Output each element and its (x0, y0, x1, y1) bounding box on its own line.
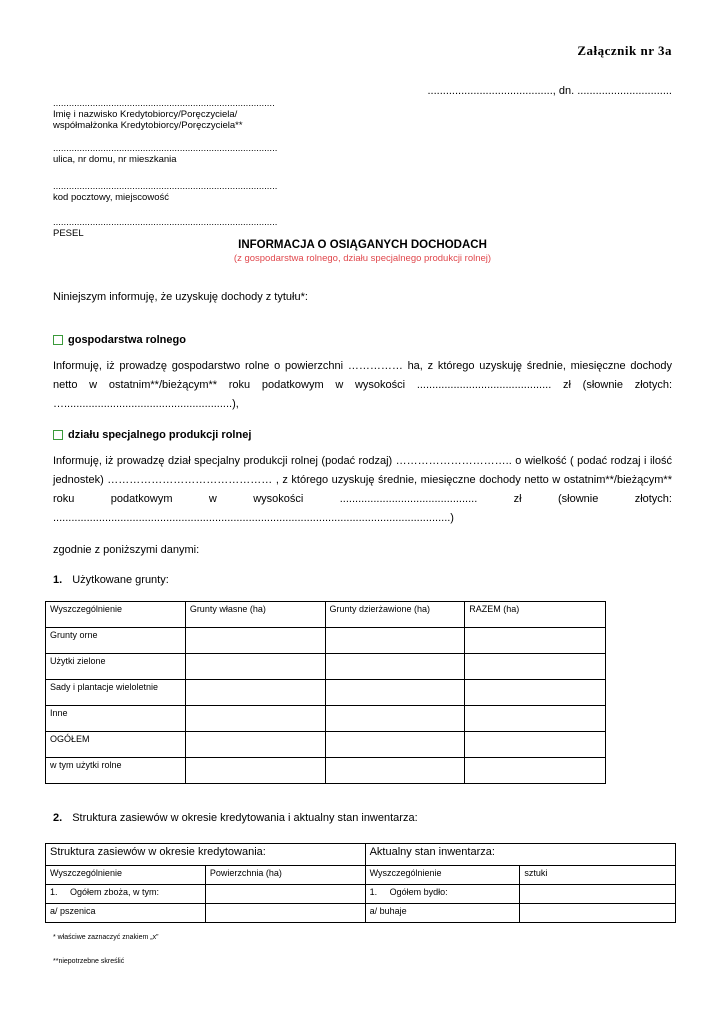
table-title-row (46, 844, 676, 866)
crops-livestock-table (45, 843, 676, 923)
field-label: kod pocztowy, miejscowość (53, 192, 169, 203)
dotted-line: ..................................................................................... (53, 181, 278, 192)
table-cell[interactable] (185, 732, 325, 758)
table-header: Grunty dzierżawione (ha) (325, 602, 465, 628)
table-header-row (46, 602, 606, 628)
annex-number: Załącznik nr 3a (577, 43, 672, 58)
table-header-row (46, 866, 676, 885)
field-label: ulica, nr domu, nr mieszkania (53, 154, 177, 165)
table-header: Wyszczególnienie (365, 866, 520, 885)
dotted-line: ..................................................................................... (53, 143, 278, 154)
table-cell[interactable] (465, 628, 606, 654)
checkbox-icon[interactable] (53, 335, 63, 345)
section-title: Użytkowane grunty: (72, 574, 169, 586)
table-cell[interactable] (185, 706, 325, 732)
street-field[interactable] (53, 143, 277, 165)
table-cell[interactable] (185, 654, 325, 680)
row-label: Użytki zielone (46, 654, 186, 680)
section-title: Struktura zasiewów w okresie kredytowania i aktualny stan inwentarza: (72, 812, 418, 824)
row-label: Sady i plantacje wieloletnie (46, 680, 186, 706)
table-cell[interactable] (205, 904, 365, 923)
table-cell[interactable] (205, 885, 365, 904)
table-cell[interactable] (465, 680, 606, 706)
row-label: a/ pszenica (46, 904, 206, 923)
according-text: zgodnie z poniższymi danymi: (53, 544, 200, 556)
footnote: * właściwe zaznaczyć znakiem „x” (53, 934, 159, 941)
dotted-line: .................................................................................... (53, 98, 275, 109)
option-special-production[interactable] (53, 429, 251, 441)
table-cell[interactable] (185, 680, 325, 706)
section-2-heading (53, 812, 418, 824)
table-header: Wyszczególnienie (46, 602, 186, 628)
option-special-text: Informuję, iż prowadzę dział specjalny produkcji rolnej (podać rodzaj) ………………………….. o wielkość ( podać rodzaj i ilość jednostek) ……………………………………… , z którego uzyskuję średnie, miesięczne dochody netto w ostatnim**/bieżącym** roku podatkowym w wysokości ............................................. zł (słownie złotych: ..................................................................................................................................) (53, 455, 672, 524)
table-cell[interactable] (520, 885, 676, 904)
checkbox-icon[interactable] (53, 430, 63, 440)
dotted-line: ..................................................................................... (53, 217, 278, 228)
table-cell[interactable] (185, 628, 325, 654)
option-farm-label: gospodarstwa rolnego (68, 334, 186, 346)
section-number: 2. (53, 812, 63, 824)
option-farm-text: Informuję, iż prowadzę gospodarstwo rolne o powierzchni …………… ha, z którego uzyskuję średnie, miesięczne dochody netto w ostatnim**/bieżącym** roku podatkowym w wysokości ............................................ zł (słownie złotych: ….......................................................), (53, 360, 672, 410)
section-1-heading (53, 574, 169, 586)
table-row (46, 706, 606, 732)
livestock-title: Aktualny stan inwentarza: (365, 844, 675, 866)
table-cell[interactable] (325, 654, 465, 680)
option-farm[interactable] (53, 334, 186, 346)
field-label: współmałżonka Kredytobiorcy/Poręczyciela** (53, 120, 243, 131)
row-label: w tym użytki rolne (46, 758, 186, 784)
pesel-field[interactable] (53, 217, 277, 239)
intro-text: Niniejszym informuję, że uzyskuję dochody z tytułu*: (53, 291, 308, 303)
postal-code-field[interactable] (53, 181, 277, 203)
table-row (46, 904, 676, 923)
table-cell[interactable] (520, 904, 676, 923)
section-number: 1. (53, 574, 63, 586)
field-label: Imię i nazwisko Kredytobiorcy/Poręczyciela/ (53, 109, 238, 120)
document-title: INFORMACJA O OSIĄGANYCH DOCHODACH (238, 239, 487, 251)
row-label: 1. Ogółem zboża, w tym: (46, 885, 206, 904)
field-label: PESEL (53, 228, 84, 239)
table-cell[interactable] (325, 732, 465, 758)
land-table (45, 601, 606, 784)
table-row (46, 628, 606, 654)
table-header: Grunty własne (ha) (185, 602, 325, 628)
table-cell[interactable] (325, 706, 465, 732)
table-cell[interactable] (465, 758, 606, 784)
table-cell[interactable] (465, 706, 606, 732)
table-cell[interactable] (325, 628, 465, 654)
table-header: Powierzchnia (ha) (205, 866, 365, 885)
table-cell[interactable] (325, 680, 465, 706)
place-date-line[interactable]: ........................................., dn. ............................... (427, 85, 672, 97)
name-field[interactable] (53, 98, 275, 131)
document-subtitle: (z gospodarstwa rolnego, działu specjalnego produkcji rolnej) (233, 253, 492, 264)
table-row (46, 654, 606, 680)
row-label: a/ buhaje (365, 904, 520, 923)
row-label: 1. Ogółem bydło: (365, 885, 520, 904)
table-row (46, 758, 606, 784)
table-cell[interactable] (185, 758, 325, 784)
table-cell[interactable] (465, 732, 606, 758)
table-cell[interactable] (325, 758, 465, 784)
row-label: Inne (46, 706, 186, 732)
table-header: RAZEM (ha) (465, 602, 606, 628)
table-row (46, 680, 606, 706)
crops-title: Struktura zasiewów w okresie kredytowania: (46, 844, 366, 866)
row-label: Grunty orne (46, 628, 186, 654)
table-cell[interactable] (465, 654, 606, 680)
table-header: sztuki (520, 866, 676, 885)
footnote: **niepotrzebne skreślić (53, 958, 125, 965)
row-label: OGÓŁEM (46, 732, 186, 758)
option-special-label: działu specjalnego produkcji rolnej (68, 429, 252, 441)
table-header: Wyszczególnienie (46, 866, 206, 885)
table-row (46, 732, 606, 758)
table-row (46, 885, 676, 904)
